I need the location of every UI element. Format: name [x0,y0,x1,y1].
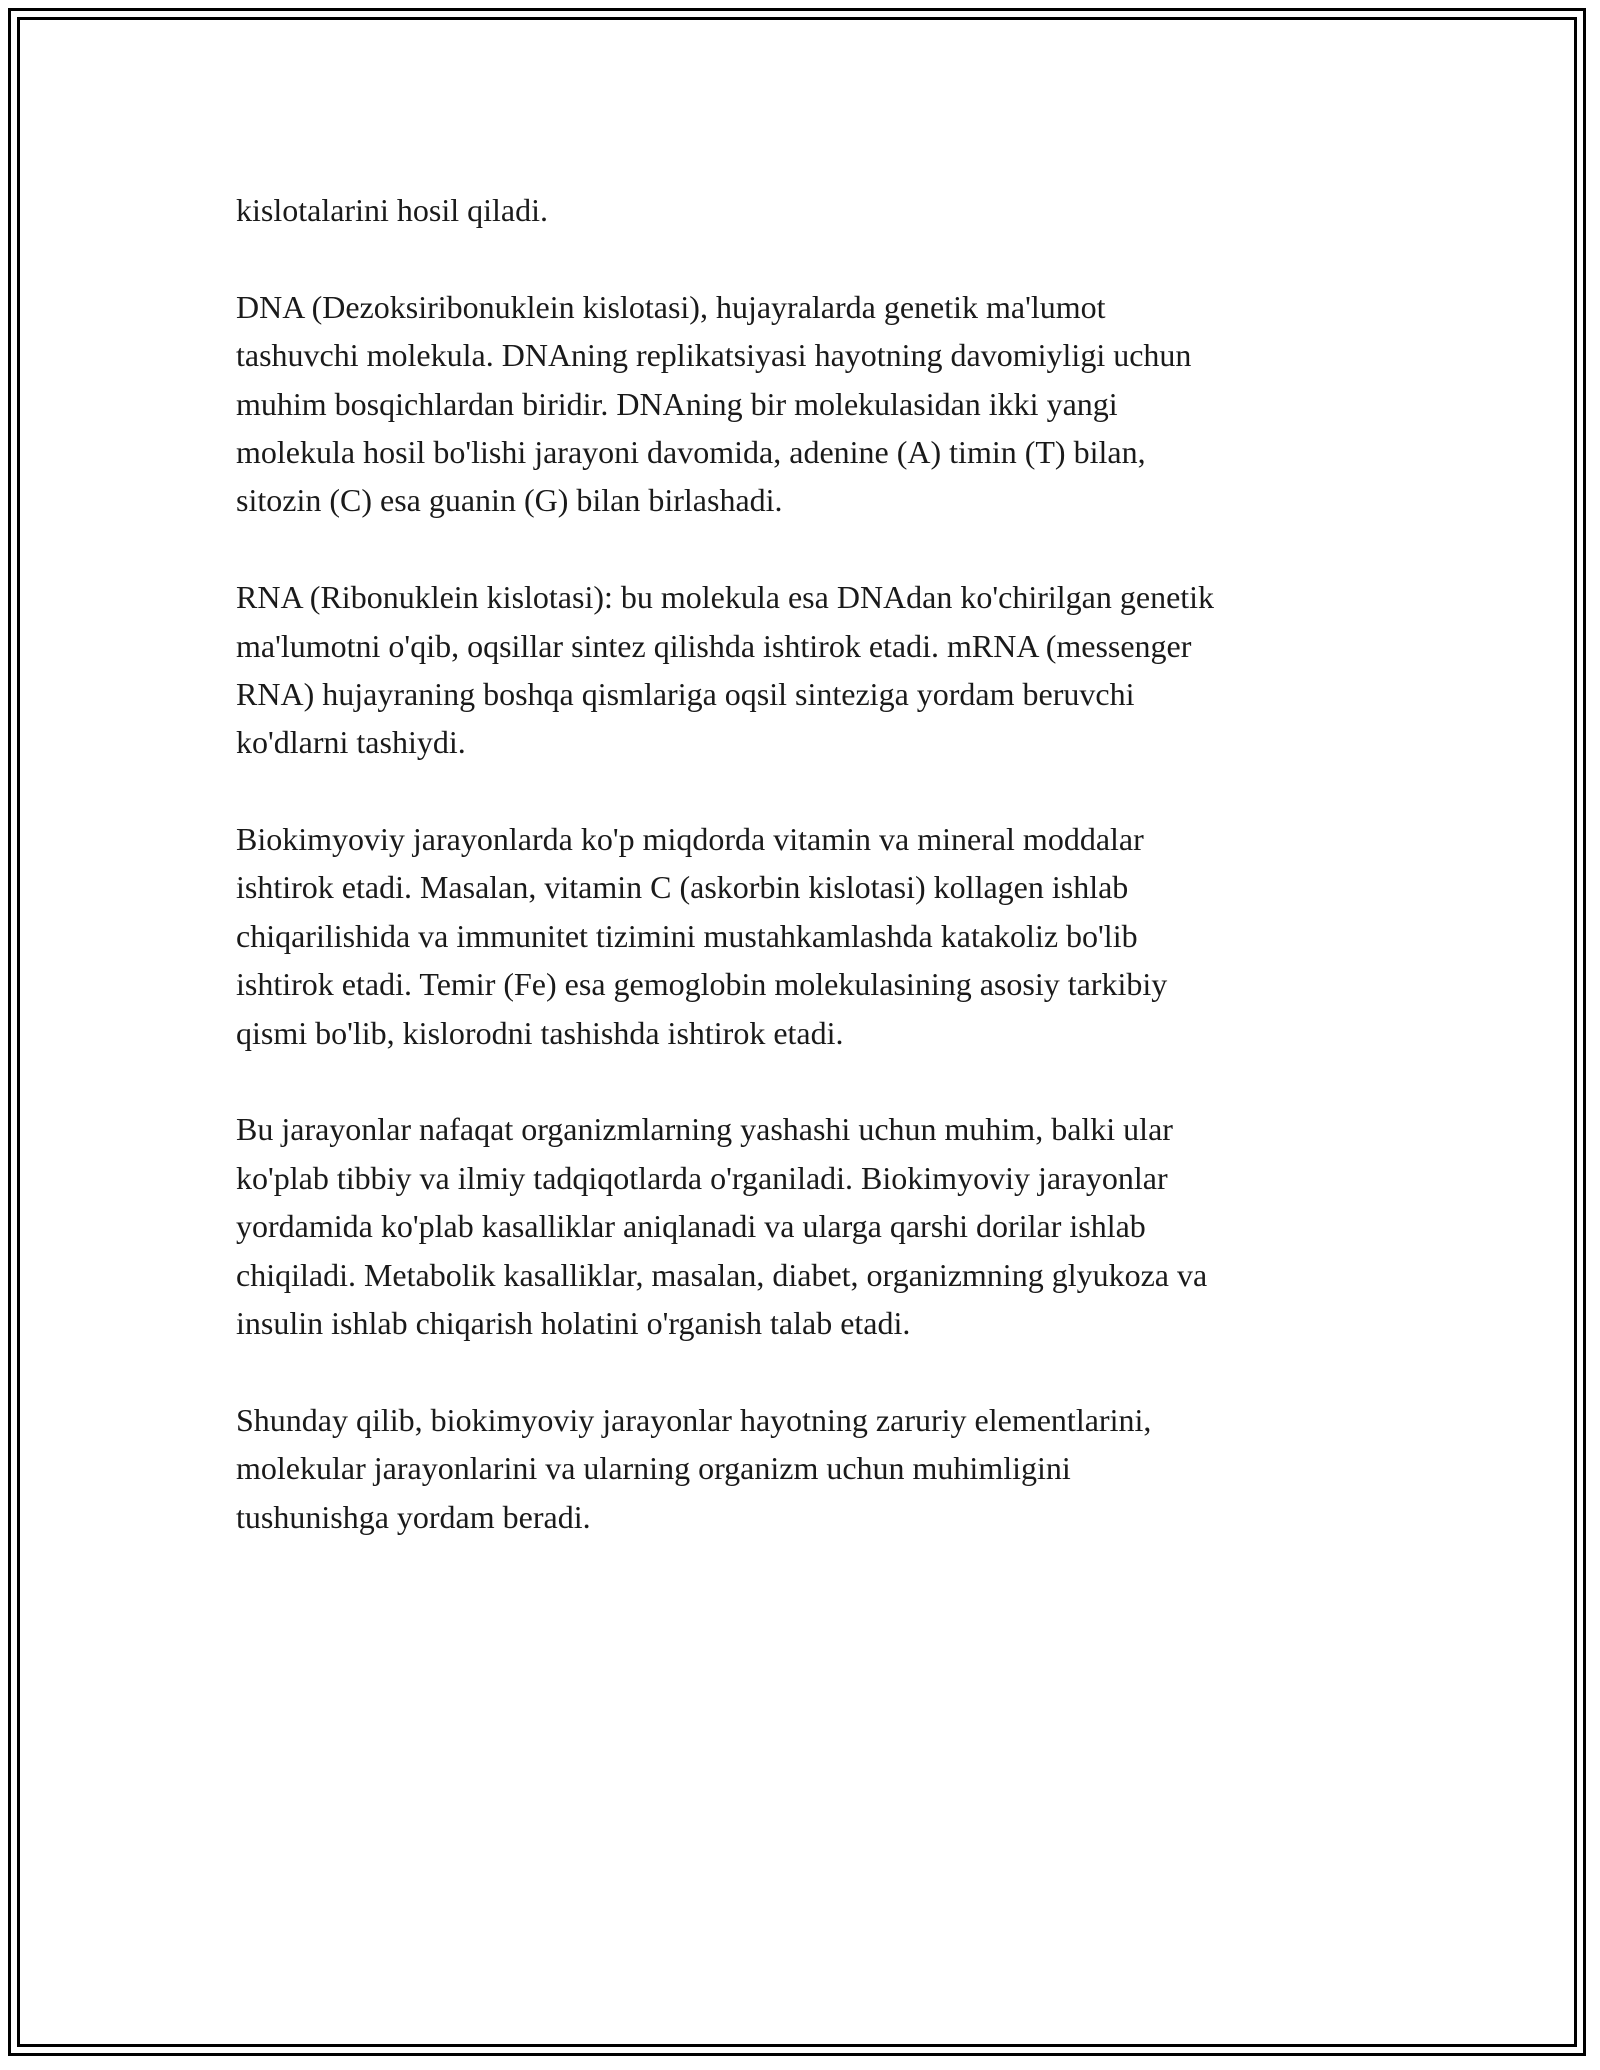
text-line: tushunishga yordam beradi. [236,1498,591,1535]
document-body [236,186,1386,1589]
text-line: qismi bo'lib, kislorodni tashishda ishtirok etadi. [236,1014,844,1051]
text-line: RNA) hujayraning boshqa qismlariga oqsil sinteziga yordam beruvchi [236,675,1135,712]
text-line: kislotalarini hosil qiladi. [236,192,548,228]
text-line: ishtirok etadi. Masalan, vitamin C (askorbin kislotasi) kollagen ishlab [236,869,1129,906]
text-line: ko'plab tibbiy va ilmiy tadqiqotlarda o'rganiladi. Biokimyoviy jarayonlar [236,1159,1168,1196]
paragraph-rna [236,573,1386,767]
text-line: RNA (Ribonuklein kislotasi): bu molekula esa DNAdan ko'chirilgan genetik [236,579,1215,616]
text-line: molekular jarayonlarini va ularning organizm uchun muhimligini [236,1450,1071,1487]
text-line: DNA (Dezoksiribonuklein kislotasi), hujayralarda genetik ma'lumot [236,288,1106,325]
text-line: yordamida ko'plab kasalliklar aniqlanadi va ularga qarshi dorilar ishlab [236,1208,1146,1245]
text-line: ma'lumotni o'qib, oqsillar sintez qilishda ishtirok etadi. mRNA (messenger [236,627,1192,664]
text-line: chiqiladi. Metabolik kasalliklar, masalan, diabet, organizmning glyukoza va [236,1256,1208,1293]
paragraph-vitamins [236,815,1386,1057]
paragraph-continuation [236,186,1386,234]
text-line: ishtirok etadi. Temir (Fe) esa gemoglobin molekulasining asosiy tarkibiy [236,966,1168,1003]
paragraph-research [236,1105,1386,1347]
text-line: sitozin (C) esa guanin (G) bilan birlashadi. [236,482,783,519]
text-line: Biokimyoviy jarayonlarda ko'p miqdorda vitamin va mineral moddalar [236,821,1144,858]
text-line: tashuvchi molekula. DNAning replikatsiyasi hayotning davomiyligi uchun [236,337,1192,374]
text-line: Shunday qilib, biokimyoviy jarayonlar hayotning zaruriy elementlarini, [236,1401,1152,1438]
text-line: ko'dlarni tashiydi. [236,724,466,761]
paragraph-conclusion [236,1396,1386,1541]
text-line: chiqarilishida va immunitet tizimini mustahkamlashda katakoliz bo'lib [236,917,1138,954]
text-line: Bu jarayonlar nafaqat organizmlarning yashashi uchun muhim, balki ular [236,1111,1173,1148]
text-line: molekula hosil bo'lishi jarayoni davomida, adenine (A) timin (T) bilan, [236,433,1146,470]
paragraph-dna [236,283,1386,525]
text-line: insulin ishlab chiqarish holatini o'rganish talab etadi. [236,1304,911,1341]
text-line: muhim bosqichlardan biridir. DNAning bir molekulasidan ikki yangi [236,385,1118,422]
